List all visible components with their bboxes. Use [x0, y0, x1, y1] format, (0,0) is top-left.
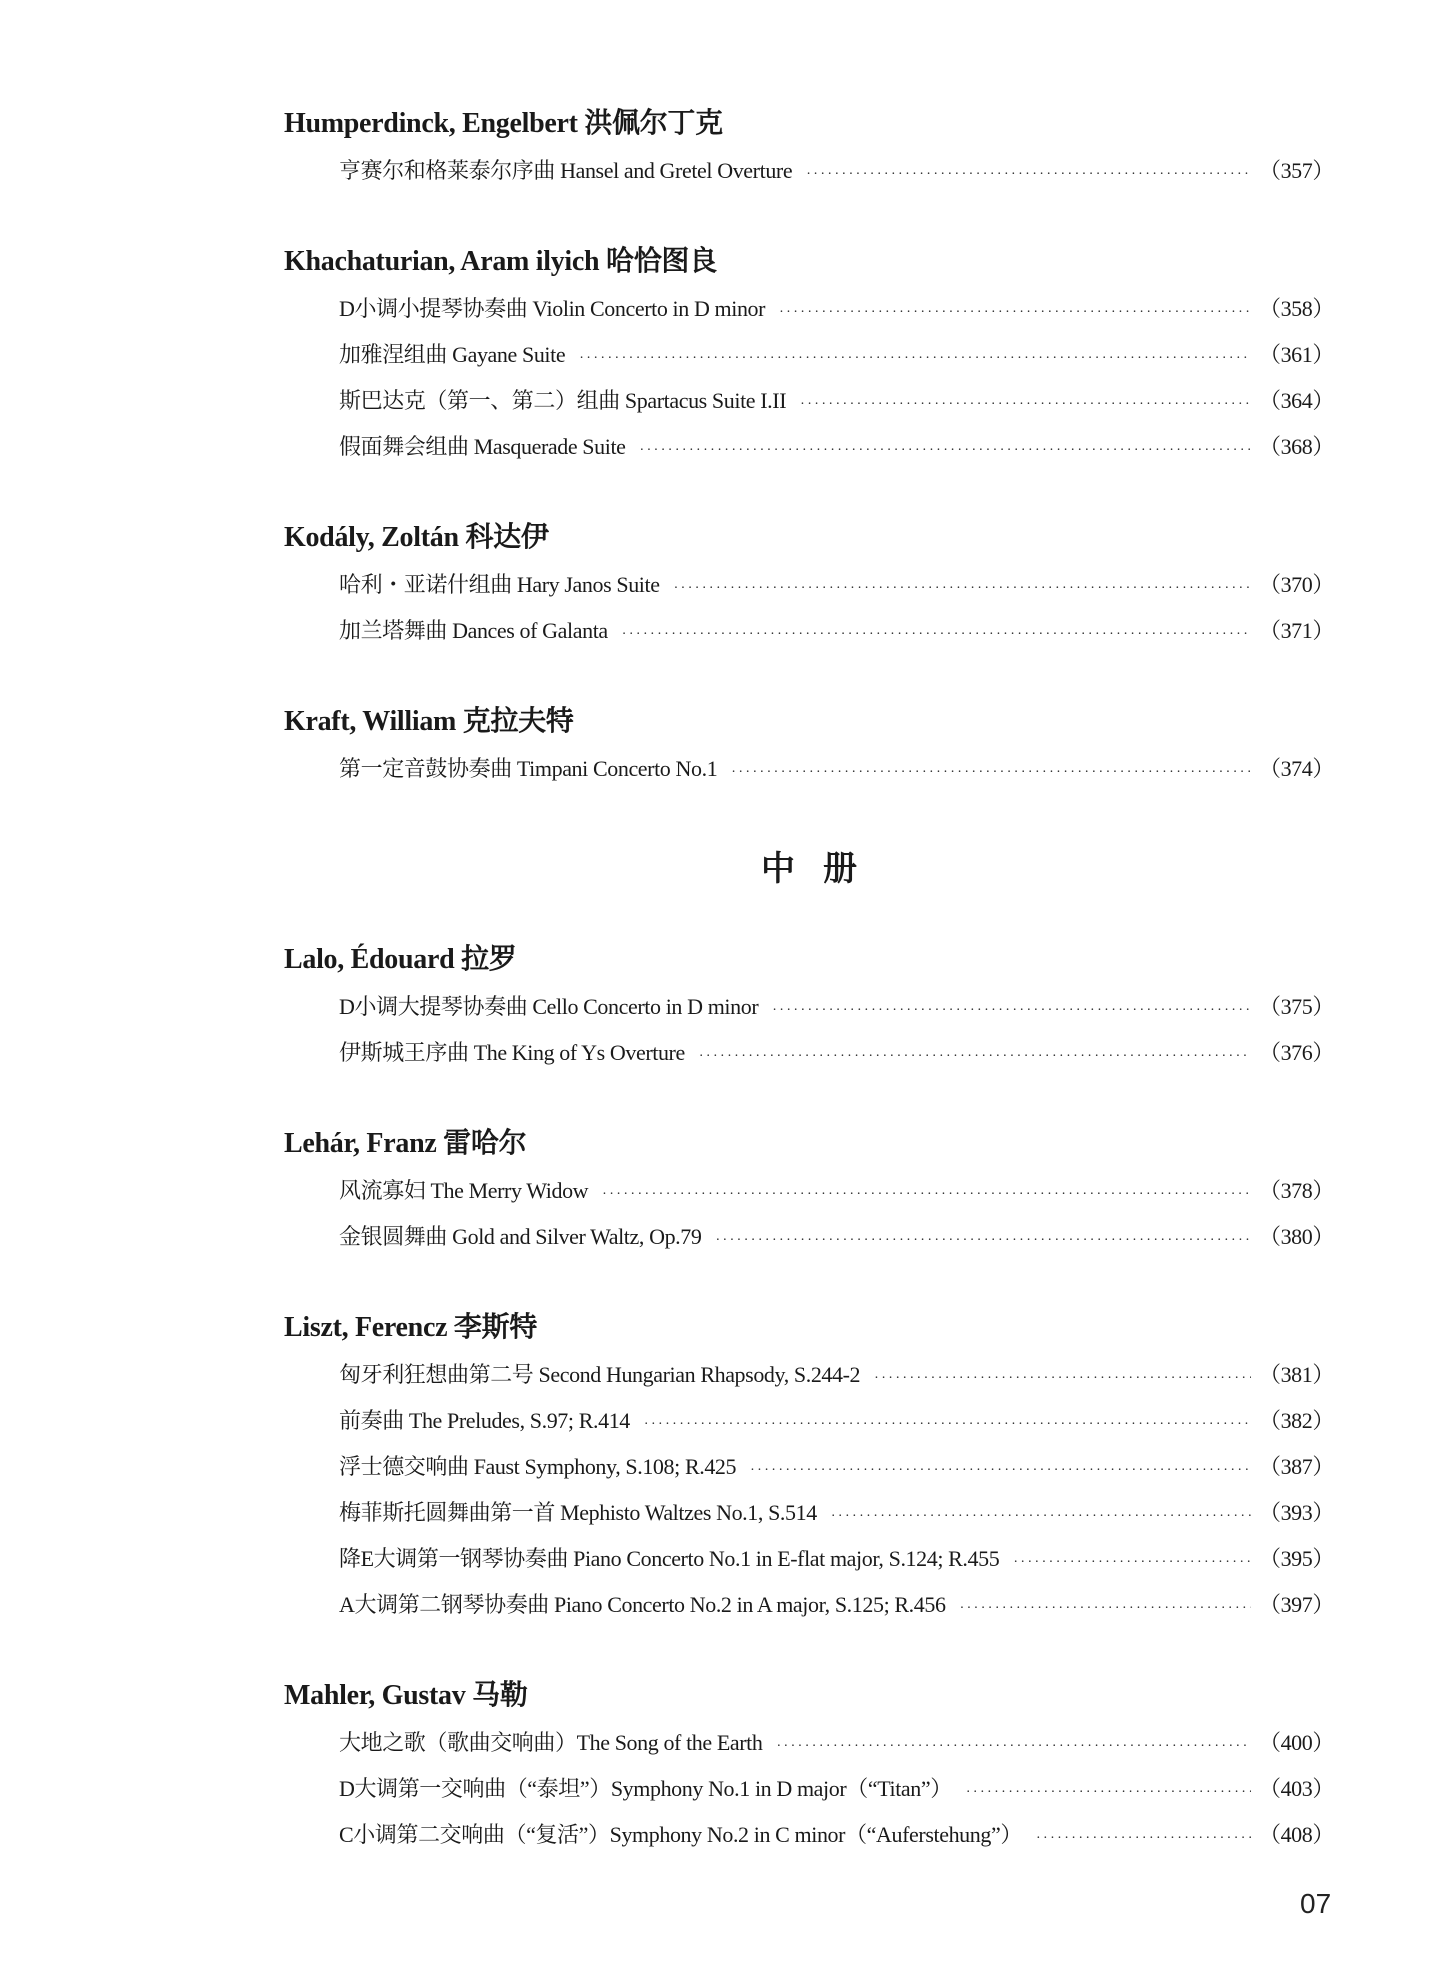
composer-block-mahler: [284, 1676, 1334, 1858]
entry-page-number: （381）: [1258, 1362, 1334, 1387]
entry-page-number: （397）: [1258, 1592, 1334, 1617]
composer-block-lalo: [284, 940, 1334, 1076]
dot-leader: [831, 1494, 1251, 1540]
entry-page-number: （403）: [1258, 1776, 1334, 1801]
toc-entry: [339, 1352, 1334, 1398]
dot-leader: [699, 1034, 1251, 1080]
section-title: 中册: [761, 851, 885, 888]
toc-entry: [339, 332, 1334, 378]
dot-leader: [1013, 1540, 1251, 1586]
entry-page-number: （376）: [1258, 1040, 1334, 1065]
dot-leader: [602, 1172, 1251, 1218]
entry-title: A大调第二钢琴协奏曲 Piano Concerto No.2 in A major, S.125; R.456: [339, 1592, 946, 1617]
page-number: 07: [1300, 1888, 1332, 1919]
composer-name: Liszt, Ferencz 李斯特: [284, 1312, 538, 1343]
toc-entry: [339, 1490, 1334, 1536]
entry-title: 加雅涅组曲 Gayane Suite: [339, 342, 566, 367]
toc-entry: [339, 1168, 1334, 1214]
toc-entry: [339, 378, 1334, 424]
composer-name: Humperdinck, Engelbert 洪佩尔丁克: [284, 108, 723, 139]
entry-title: 金银圆舞曲 Gold and Silver Waltz, Op.79: [339, 1224, 702, 1249]
dot-leader: [776, 1724, 1251, 1770]
dot-leader: [779, 290, 1251, 336]
dot-leader: [622, 612, 1251, 658]
dot-leader: [579, 336, 1251, 382]
dot-leader: [874, 1356, 1251, 1402]
entry-page-number: （395）: [1258, 1546, 1334, 1571]
dot-leader: [750, 1448, 1251, 1494]
composer-name: Lalo, Édouard 拉罗: [284, 944, 517, 975]
toc-entry: [339, 1766, 1334, 1812]
toc-entry: [339, 1812, 1334, 1858]
entry-title: 降E大调第一钢琴协奏曲 Piano Concerto No.1 in E-flat major, S.124; R.455: [339, 1546, 1000, 1571]
entry-title: 假面舞会组曲 Masquerade Suite: [339, 434, 626, 459]
entry-title: 风流寡妇 The Merry Widow: [339, 1178, 589, 1203]
dot-leader: [960, 1586, 1251, 1632]
entry-page-number: （408）: [1258, 1822, 1334, 1847]
dot-leader: [644, 1402, 1251, 1448]
entry-page-number: （387）: [1258, 1454, 1334, 1479]
entry-title: 梅菲斯托圆舞曲第一首 Mephisto Waltzes No.1, S.514: [339, 1500, 817, 1525]
dot-leader: [1036, 1816, 1251, 1862]
dot-leader: [966, 1770, 1251, 1816]
entry-page-number: （380）: [1258, 1224, 1334, 1249]
composer-name: Kraft, William 克拉夫特: [284, 706, 574, 737]
dot-leader: [640, 428, 1251, 474]
entry-page-number: （371）: [1258, 618, 1334, 643]
toc-entry: [339, 608, 1334, 654]
toc-entry: [339, 424, 1334, 470]
composer-name: Lehár, Franz 雷哈尔: [284, 1128, 527, 1159]
dot-leader: [731, 750, 1251, 796]
dot-leader: [715, 1218, 1251, 1264]
entry-title: D大调第一交响曲（“泰坦”）Symphony No.1 in D major（“Titan”）: [339, 1776, 952, 1801]
toc-entry: [339, 746, 1334, 792]
composer-block-liszt: [284, 1308, 1334, 1628]
composer-block-kodaly: [284, 518, 1334, 654]
entry-title: 斯巴达克（第一、第二）组曲 Spartacus Suite I.II: [339, 388, 787, 413]
entry-title: 大地之歌（歌曲交响曲）The Song of the Earth: [339, 1730, 763, 1755]
entry-page-number: （357）: [1258, 158, 1334, 183]
toc-entry: [339, 1214, 1334, 1260]
dot-leader: [674, 566, 1251, 612]
entry-title: 哈利・亚诺什组曲 Hary Janos Suite: [339, 572, 660, 597]
entry-page-number: （400）: [1258, 1730, 1334, 1755]
dot-leader: [806, 152, 1251, 198]
entry-title: 伊斯城王序曲 The King of Ys Overture: [339, 1040, 685, 1065]
entry-page-number: （393）: [1258, 1500, 1334, 1525]
dot-leader: [772, 988, 1251, 1034]
entry-title: 亨赛尔和格莱泰尔序曲 Hansel and Gretel Overture: [339, 158, 793, 183]
toc-entry: [339, 984, 1334, 1030]
dot-leader: [800, 382, 1251, 428]
toc-content: [284, 104, 1334, 1906]
entry-page-number: （361）: [1258, 342, 1334, 367]
entry-title: D小调大提琴协奏曲 Cello Concerto in D minor: [339, 994, 759, 1019]
entry-page-number: （375）: [1258, 994, 1334, 1019]
composer-name: Mahler, Gustav 马勒: [284, 1680, 528, 1711]
composer-block-kraft: [284, 702, 1334, 792]
entry-title: 匈牙利狂想曲第二号 Second Hungarian Rhapsody, S.244-2: [339, 1362, 861, 1387]
toc-entry: [339, 562, 1334, 608]
toc-entry: [339, 286, 1334, 332]
entry-page-number: （382）: [1258, 1408, 1334, 1433]
toc-entry: [339, 148, 1334, 194]
entry-page-number: （370）: [1258, 572, 1334, 597]
composer-name: Khachaturian, Aram ilyich 哈恰图良: [284, 246, 717, 277]
entry-page-number: （374）: [1258, 756, 1334, 781]
composer-block-lehar: [284, 1124, 1334, 1260]
entry-page-number: （368）: [1258, 434, 1334, 459]
toc-entry: [339, 1536, 1334, 1582]
entry-title: C小调第二交响曲（“复活”）Symphony No.2 in C minor（“Auferstehung”）: [339, 1822, 1022, 1847]
entry-title: 浮士德交响曲 Faust Symphony, S.108; R.425: [339, 1454, 737, 1479]
entry-title: D小调小提琴协奏曲 Violin Concerto in D minor: [339, 296, 766, 321]
toc-entry: [339, 1582, 1334, 1628]
composer-name: Kodály, Zoltán 科达伊: [284, 522, 549, 553]
entry-title: 第一定音鼓协奏曲 Timpani Concerto No.1: [339, 756, 718, 781]
toc-entry: [339, 1030, 1334, 1076]
composer-block-humperdinck: [284, 104, 1334, 194]
entry-title: 加兰塔舞曲 Dances of Galanta: [339, 618, 608, 643]
entry-page-number: （364）: [1258, 388, 1334, 413]
toc-entry: [339, 1720, 1334, 1766]
composer-block-khachaturian: [284, 242, 1334, 470]
entry-title: 前奏曲 The Preludes, S.97; R.414: [339, 1408, 630, 1433]
toc-entry: [339, 1444, 1334, 1490]
entry-page-number: （358）: [1258, 296, 1334, 321]
toc-entry: [339, 1398, 1334, 1444]
entry-page-number: （378）: [1258, 1178, 1334, 1203]
